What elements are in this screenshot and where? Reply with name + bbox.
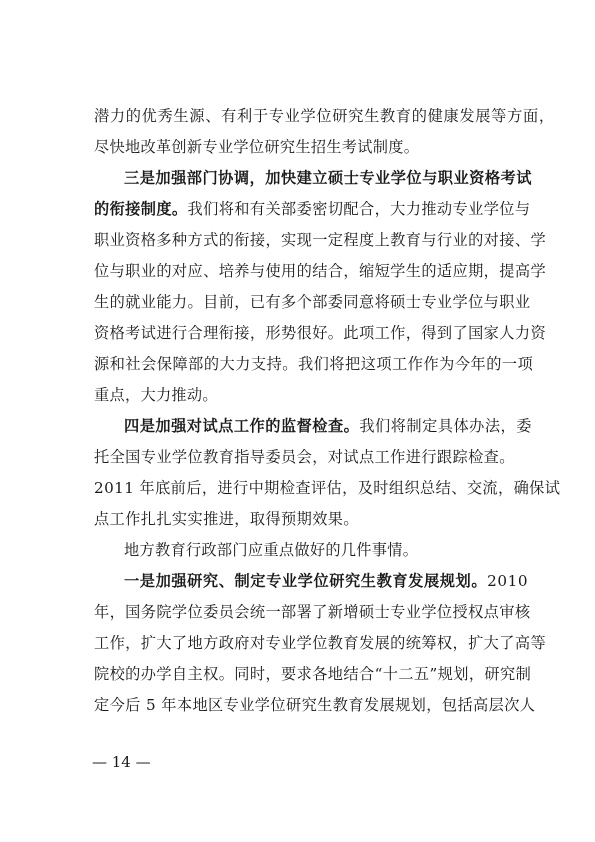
text-line (94, 659, 532, 690)
text-segment: 2011 年底前后，进行中期检查评估，及时组织总结、交流，确保试 (94, 479, 561, 497)
text-line (94, 473, 561, 504)
text-segment: 托全国专业学位教育指导委员会，对试点工作进行跟踪检查。 (94, 448, 515, 466)
text-segment: 年，国务院学位委员会统一部署了新增硕士专业学位授权点审核 (94, 603, 531, 621)
text-segment: 2010 (487, 572, 529, 590)
text-line (94, 132, 526, 163)
text-line (94, 101, 555, 132)
text-segment: 我们将制定具体办法，委 (359, 417, 532, 435)
text-line (94, 566, 529, 597)
text-line (94, 628, 547, 659)
text-segment: 源和社会保障部的大力支持。我们将把这项工作作为今年的一项 (94, 355, 534, 373)
document-body (94, 101, 561, 721)
text-segment: 资格考试进行合理衔接，形势很好。此项工作，得到了国家人力资 (94, 324, 547, 342)
text-segment: 地方教育行政部门应重点做好的几件事情。 (124, 541, 419, 559)
text-line (94, 318, 547, 349)
text-segment: 职业资格多种方式的衔接，实现一定程度上教育与行业的对接、学 (94, 231, 547, 249)
text-line (94, 411, 532, 442)
text-segment: 院校的办学自主权。同时，要求各地结合“十二五”规划，研究制 (94, 665, 532, 683)
bold-text-segment: 一是加强研究、制定专业学位研究生教育发展规划。 (124, 572, 488, 590)
text-line (94, 380, 526, 411)
text-line (94, 504, 526, 535)
bold-text-segment: 三是加强部门协调，加快建立硕士专业学位与职业资格考试 (124, 169, 532, 187)
text-line (94, 349, 534, 380)
text-line (94, 287, 531, 318)
text-segment: 位与职业的对应、培养与使用的结合，缩短学生的适应期，提高学 (94, 262, 547, 280)
page-number: — 14 — (92, 753, 151, 771)
text-line (94, 535, 526, 566)
text-segment: 工作，扩大了地方政府对专业学位教育发展的统筹权，扩大了高等 (94, 634, 547, 652)
bold-text-segment: 四是加强对试点工作的监督检查。 (124, 417, 360, 435)
text-segment: 尽快地改革创新专业学位研究生招生考试制度。 (94, 138, 420, 156)
text-segment: 我们将和有关部委密切配合，大力推动专业学位与 (187, 200, 531, 218)
text-segment: 定今后 5 年本地区专业学位研究生教育发展规划，包括高层次人 (94, 696, 536, 714)
text-line (94, 256, 547, 287)
text-segment: 潜力的优秀生源、有利于专业学位研究生教育的健康发展等方面， (94, 107, 555, 125)
text-segment: 重点，大力推动。 (94, 386, 218, 404)
bold-text-segment: 的衔接制度。 (94, 200, 188, 218)
text-line (94, 225, 547, 256)
text-line (94, 194, 531, 225)
text-segment: 生的就业能力。目前，已有多个部委同意将硕士专业学位与职业 (94, 293, 531, 311)
text-segment: 点工作扎扎实实推进，取得预期效果。 (94, 510, 359, 528)
text-line (94, 690, 536, 721)
text-line (94, 597, 531, 628)
text-line (94, 442, 526, 473)
text-line (94, 163, 532, 194)
